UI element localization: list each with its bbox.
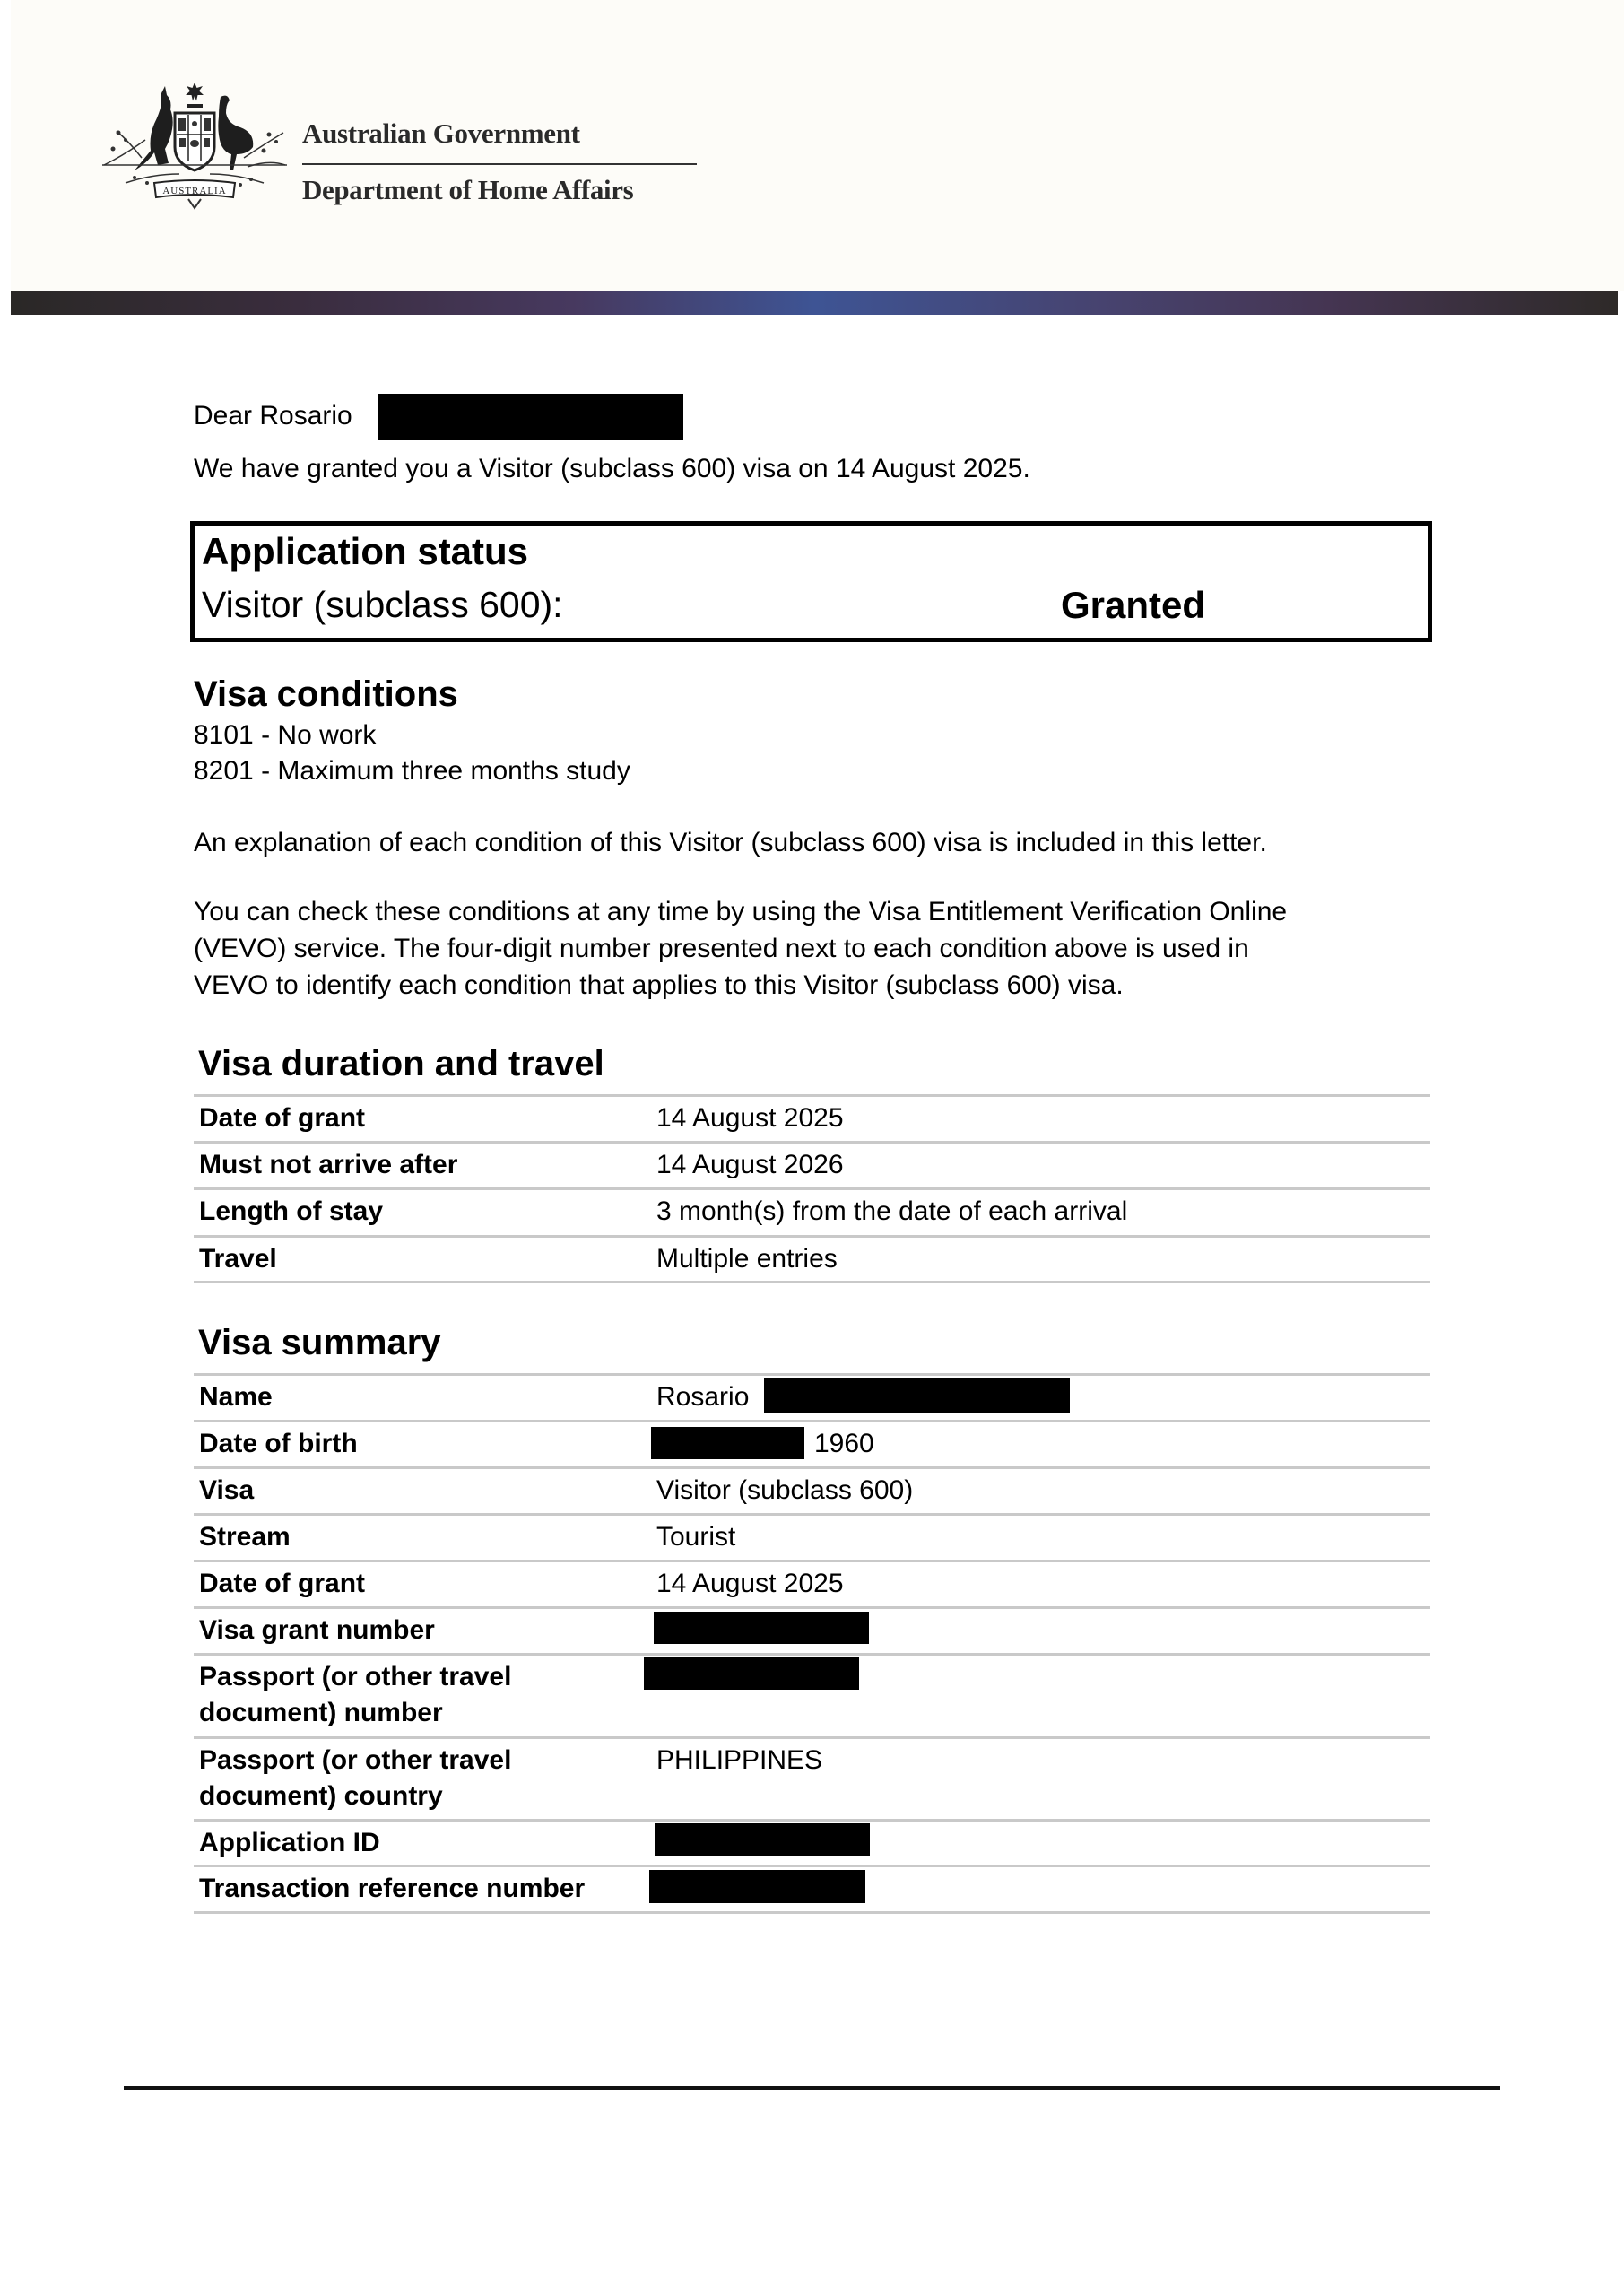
- row-label: Stream: [199, 1522, 291, 1552]
- government-name: Australian Government: [302, 117, 580, 149]
- commonwealth-star-icon: [186, 83, 204, 101]
- visa-duration-table: [194, 1094, 1430, 1283]
- condition-item: 8101 - No work: [194, 720, 377, 750]
- table-row: [194, 1187, 1430, 1235]
- salutation: Dear Rosario: [194, 401, 352, 430]
- conditions-explanation: An explanation of each condition of this Visitor (subclass 600) visa is included in this letter.: [194, 828, 1267, 857]
- table-row: [194, 1466, 1430, 1513]
- table-row: [194, 1653, 1430, 1736]
- department-name: Department of Home Affairs: [302, 174, 634, 205]
- row-label: Must not arrive after: [199, 1150, 458, 1179]
- table-row: [194, 1865, 1430, 1914]
- table-row: [194, 1513, 1430, 1560]
- visa-conditions-title: Visa conditions: [194, 674, 458, 714]
- row-value: Multiple entries: [656, 1244, 838, 1274]
- row-value: PHILIPPINES: [656, 1745, 823, 1775]
- row-value: 14 August 2026: [656, 1150, 844, 1179]
- row-value: Rosario: [656, 1382, 750, 1412]
- table-row: [194, 1420, 1430, 1466]
- row-label: Visa: [199, 1475, 255, 1505]
- visa-duration-title: Visa duration and travel: [198, 1044, 604, 1083]
- application-status-value: Granted: [1061, 584, 1206, 626]
- row-label: Visa grant number: [199, 1615, 435, 1645]
- redacted-visa-grant-number: [654, 1612, 869, 1644]
- row-label: Date of birth: [199, 1429, 358, 1458]
- coat-of-arms-logo: [99, 77, 291, 210]
- table-row: [194, 1560, 1430, 1606]
- application-status-title: Application status: [202, 530, 529, 572]
- table-row: [194, 1819, 1430, 1865]
- kangaroo-icon: [135, 86, 173, 170]
- row-value: Tourist: [656, 1522, 736, 1552]
- letterhead-divider: [302, 163, 697, 165]
- row-label-line: Passport (or other travel: [199, 1745, 512, 1775]
- row-label: Application ID: [199, 1828, 380, 1857]
- redacted-surname: [378, 394, 683, 440]
- vevo-paragraph-line: You can check these conditions at any time by using the Visa Entitlement Verification Online: [194, 897, 1288, 926]
- row-label-line: Passport (or other travel: [199, 1662, 512, 1692]
- redacted-name: [764, 1378, 1070, 1413]
- row-label: Transaction reference number: [199, 1874, 586, 1903]
- visa-summary-title: Visa summary: [198, 1323, 441, 1362]
- row-label-line: document) number: [199, 1698, 443, 1727]
- table-row: [194, 1606, 1430, 1653]
- logo-scroll-text: AUSTRALIA: [162, 186, 227, 196]
- table-row: [194, 1736, 1430, 1819]
- row-label-line: document) country: [199, 1781, 443, 1811]
- row-label: Name: [199, 1382, 273, 1412]
- visa-summary-table: [194, 1373, 1430, 1914]
- condition-item: 8201 - Maximum three months study: [194, 756, 630, 786]
- redacted-birth-date: [651, 1427, 804, 1459]
- footer-divider: [124, 2086, 1500, 2090]
- grant-sentence: We have granted you a Visitor (subclass 600) visa on 14 August 2025.: [194, 454, 1030, 483]
- row-value: 14 August 2025: [656, 1103, 844, 1133]
- row-label: Travel: [199, 1244, 277, 1274]
- row-label: Length of stay: [199, 1196, 384, 1226]
- letterhead-gradient-bar: [11, 291, 1618, 315]
- redacted-transaction-reference: [649, 1870, 865, 1903]
- redacted-passport-number: [644, 1657, 859, 1690]
- table-row: [194, 1141, 1430, 1187]
- row-value: 3 month(s) from the date of each arrival: [656, 1196, 1128, 1226]
- table-row: [194, 1235, 1430, 1283]
- row-value: Visitor (subclass 600): [656, 1475, 914, 1505]
- row-label: Date of grant: [199, 1103, 366, 1133]
- emu-icon: [218, 96, 253, 170]
- redacted-application-id: [655, 1823, 870, 1856]
- row-value: 14 August 2025: [656, 1569, 844, 1598]
- row-value: 1960: [814, 1429, 874, 1458]
- table-row: [194, 1373, 1430, 1420]
- row-label: Date of grant: [199, 1569, 366, 1598]
- vevo-paragraph-line: VEVO to identify each condition that applies to this Visitor (subclass 600) visa.: [194, 970, 1124, 1000]
- vevo-paragraph-line: (VEVO) service. The four-digit number presented next to each condition above is used in: [194, 934, 1249, 963]
- application-status-label: Visitor (subclass 600):: [202, 584, 563, 625]
- table-row: [194, 1094, 1430, 1141]
